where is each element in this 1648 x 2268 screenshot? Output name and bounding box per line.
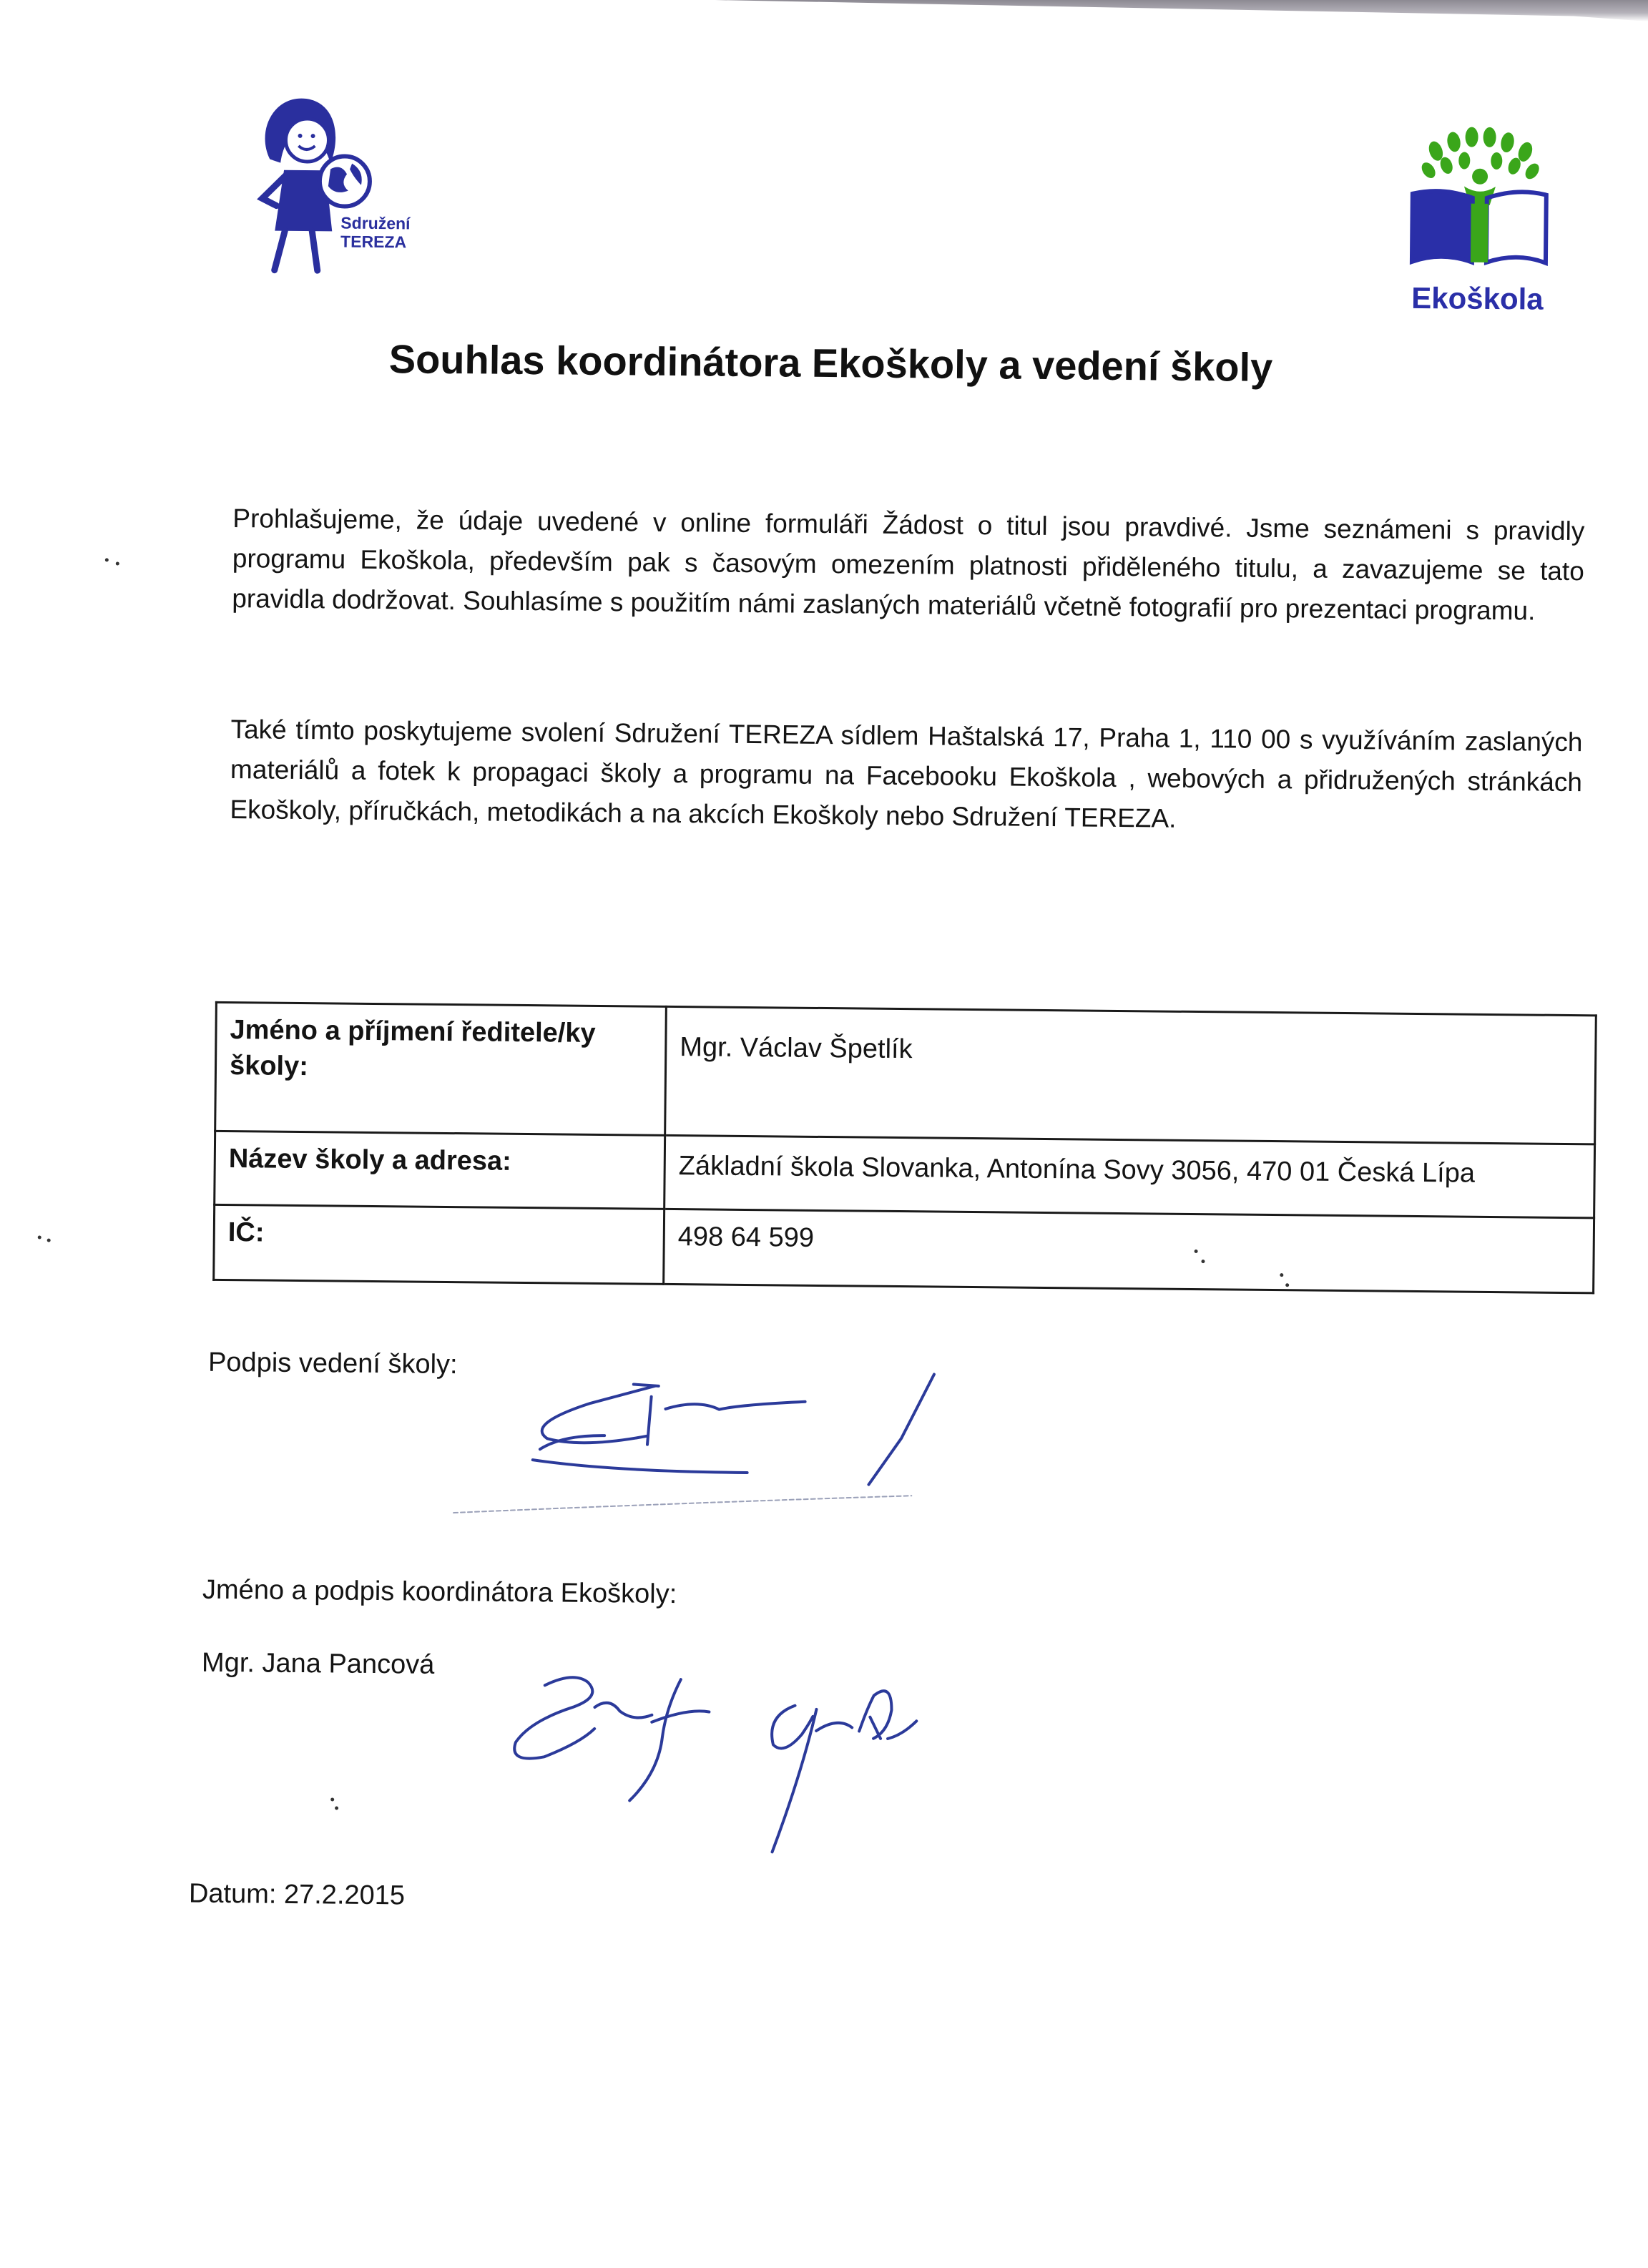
scan-speck xyxy=(330,1797,334,1801)
coordinator-signature-image xyxy=(500,1664,967,1882)
school-address-label: Název školy a adresa: xyxy=(215,1131,665,1209)
director-name-value: Mgr. Václav Špetlík xyxy=(665,1006,1596,1144)
school-info-table xyxy=(212,1001,1597,1295)
ekoskola-logo-text: Ekoškola xyxy=(1411,280,1544,316)
document-title: Souhlas koordinátora Ekoškoly a vedení školy xyxy=(388,336,1273,390)
school-address-value: Základní škola Slovanka, Antonína Sovy 3056, 470 01 Česká Lípa xyxy=(664,1135,1595,1217)
scan-speck xyxy=(335,1807,338,1810)
document-date: Datum: 27.2.2015 xyxy=(188,1878,406,1911)
ic-label: IČ: xyxy=(214,1204,664,1284)
scan-speck xyxy=(1195,1250,1198,1253)
scan-speck xyxy=(105,558,109,561)
scan-speck xyxy=(1201,1260,1205,1263)
school-signature-label: Podpis vedení školy: xyxy=(207,1347,458,1380)
tereza-logo-line2: TEREZA xyxy=(340,232,407,252)
tereza-logo-line1: Sdružení xyxy=(340,213,411,233)
ekoskola-tree-book-logo-icon xyxy=(1406,126,1551,278)
ic-value: 498 64 599 xyxy=(664,1209,1594,1292)
consent-paragraph: Také tímto poskytujeme svolení Sdružení TEREZA sídlem Haštalská 17, Praha 1, 110 00 s využíváním zaslaných materiálů a fotek k propagaci školy a programu na Facebooku Ekoškola , webových a přidružených stránkách Ekoškoly, příručkách, metodikách a na akcích Ekoškoly nebo Sdružení TEREZA. xyxy=(230,715,1583,833)
director-name-label: Jméno a příjmení ředitele/ky školy: xyxy=(215,1002,667,1135)
table-row xyxy=(215,1131,1595,1218)
scan-speck xyxy=(116,561,119,565)
scan-speck xyxy=(38,1235,41,1239)
scan-speck xyxy=(1280,1273,1283,1277)
declaration-paragraph: Prohlašujeme, že údaje uvedené v online formuláři Žádost o titul jsou pravdivé. Jsme seznámeni s pravidly programu Ekoškola, především pak s časovým omezením platnosti přiděleného titulu, a zavazujeme se tato pravidla dodržovat. Souhlasíme s použitím námi zaslaných materiálů včetně fotografií pro prezentaci programu. xyxy=(232,504,1585,626)
coordinator-signature-label: Jméno a podpis koordinátora Ekoškoly: xyxy=(202,1574,677,1610)
coordinator-name: Mgr. Jana Pancová xyxy=(201,1647,435,1680)
scan-speck xyxy=(1285,1283,1289,1287)
table-row xyxy=(215,1002,1596,1144)
table-row xyxy=(214,1204,1594,1293)
scan-speck xyxy=(47,1239,51,1242)
school-signature-image xyxy=(511,1363,956,1525)
tereza-logo-text xyxy=(340,213,411,251)
